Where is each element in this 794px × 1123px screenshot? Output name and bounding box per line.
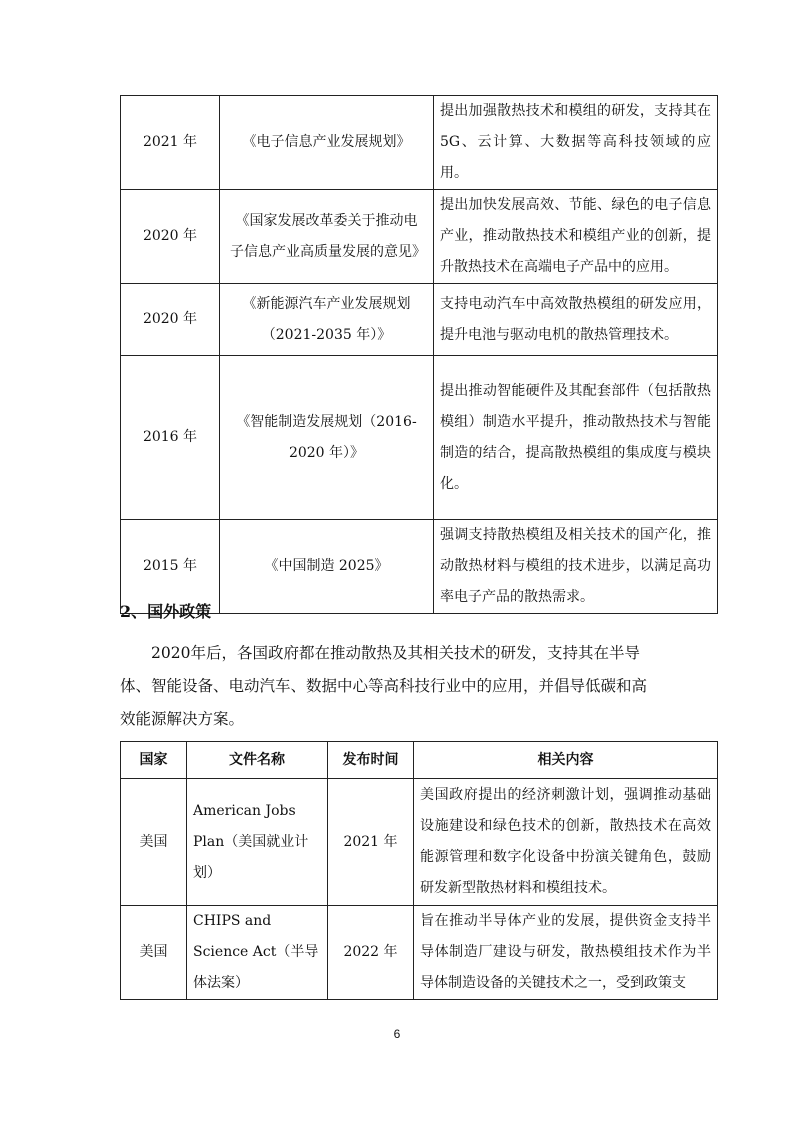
country-cell: 美国 [121,906,187,1000]
policy-content: 强调支持散热模组及相关技术的国产化，推动散热材料与模组的技术进步，以满足高功率电子产品的散热需求。 [434,520,718,614]
policy-content: 提出加快发展高效、节能、绿色的电子信息产业，推动散热技术和模组产业的创新，提升散热技术在高端电子产品中的应用。 [434,190,718,284]
page-number: 6 [393,1027,401,1041]
table-header-row [121,742,718,779]
table-row [121,284,718,356]
policy-year: 2015 年 [121,520,220,614]
policy-name: 《智能制造发展规划（2016-2020 年）》 [220,356,434,520]
header-country: 国家 [121,742,187,779]
table-row [121,96,718,190]
policy-year: 2020 年 [121,190,220,284]
paragraph-line: 2020年后，各国政府都在推动散热及其相关技术的研发，支持其在半导 [151,644,640,662]
country-cell: 美国 [121,779,187,906]
policy-content: 提出推动智能硬件及其配套部件（包括散热模组）制造水平提升，推动散热技术与智能制造的结合，提高散热模组的集成度与模块化。 [434,356,718,520]
domestic-policy-table [120,95,718,614]
content-cell: 美国政府提出的经济刺激计划，强调推动基础设施建设和绿色技术的创新，散热技术在高效能源管理和数字化设备中扮演关键角色，鼓励研发新型散热材料和模组技术。 [414,779,718,906]
section-heading: 2、国外政策 [120,602,212,621]
policy-name: 《电子信息产业发展规划》 [220,96,434,190]
policy-content: 支持电动汽车中高效散热模组的研发应用，提升电池与驱动电机的散热管理技术。 [434,284,718,356]
policy-name: 《中国制造 2025》 [220,520,434,614]
content-cell: 旨在推动半导体产业的发展，提供资金支持半导体制造厂建设与研发，散热模组技术作为半导体制造设备的关键技术之一，受到政策支 [414,906,718,1000]
header-file: 文件名称 [187,742,328,779]
header-date: 发布时间 [328,742,414,779]
policy-name: 《新能源汽车产业发展规划（2021-2035 年）》 [220,284,434,356]
foreign-policy-table [120,741,718,1000]
policy-name: 《国家发展改革委关于推动电子信息产业高质量发展的意见》 [220,190,434,284]
paragraph-line: 效能源解决方案。 [120,710,245,728]
table-row [121,906,718,1000]
header-content: 相关内容 [414,742,718,779]
section-paragraph [120,637,680,736]
file-name-cell: CHIPS and Science Act（半导体法案） [187,906,328,1000]
paragraph-line: 体、智能设备、电动汽车、数据中心等高科技行业中的应用，并倡导低碳和高 [120,677,648,695]
date-cell: 2022 年 [328,906,414,1000]
table-row [121,356,718,520]
file-name-cell: American Jobs Plan（美国就业计划） [187,779,328,906]
policy-year: 2020 年 [121,284,220,356]
policy-year: 2016 年 [121,356,220,520]
policy-year: 2021 年 [121,96,220,190]
table-row [121,190,718,284]
policy-content: 提出加强散热技术和模组的研发，支持其在5G、云计算、大数据等高科技领域的应用。 [434,96,718,190]
date-cell: 2021 年 [328,779,414,906]
table-row [121,779,718,906]
